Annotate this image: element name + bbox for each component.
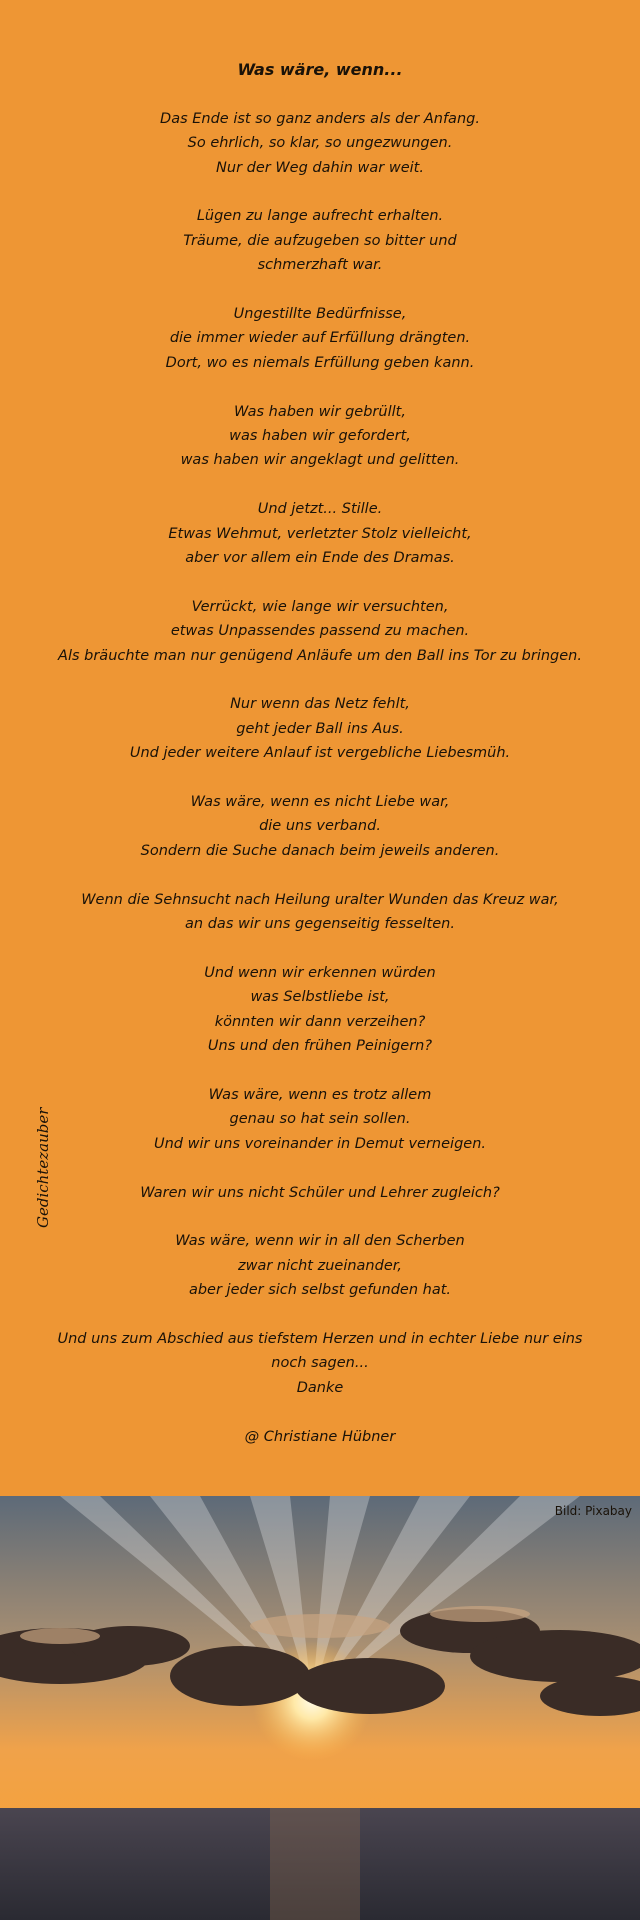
poem-line: aber jeder sich selbst gefunden hat.	[188, 1282, 452, 1299]
poem-line: die immer wieder auf Erfüllung drängten.	[169, 330, 471, 347]
poem-line: Etwas Wehmut, verletzter Stolz vielleicht,	[168, 525, 472, 542]
poem-stanza	[0, 595, 640, 668]
poem-stanza	[0, 107, 640, 180]
sunset-image	[0, 1496, 640, 1920]
photo-credit: Bild: Pixabay	[554, 1504, 632, 1518]
signature-logo	[22, 1090, 56, 1230]
poem-line: Und uns zum Abschied aus tiefstem Herzen und in echter Liebe nur eins	[57, 1330, 583, 1347]
poem-title: Was wäre, wenn...	[237, 60, 403, 79]
poem-line: Verrückt, wie lange wir versuchten,	[191, 598, 449, 615]
poem-line: an das wir uns gegenseitig fesselten.	[185, 916, 455, 933]
poem-line: Das Ende ist so ganz anders als der Anfang.	[160, 110, 480, 127]
poem-line: Waren wir uns nicht Schüler und Lehrer zugleich?	[140, 1184, 500, 1201]
poem-line: Und jeder weitere Anlauf ist vergebliche Liebesmüh.	[129, 745, 511, 762]
poem	[0, 58, 640, 1449]
poem-stanza	[0, 1181, 640, 1205]
poem-stanza	[0, 790, 640, 863]
poem-stanza	[0, 302, 640, 375]
poem-stanza	[0, 1083, 640, 1156]
poem-line: Dort, wo es niemals Erfüllung geben kann.	[165, 354, 475, 371]
poem-stanza	[0, 400, 640, 473]
poem-line: Was haben wir gebrüllt,	[234, 403, 406, 420]
poem-line: was haben wir gefordert,	[229, 428, 411, 445]
poem-line: die uns verband.	[259, 818, 381, 835]
poem-line: genau so hat sein sollen.	[229, 1111, 411, 1128]
poem-line: Nur der Weg dahin war weit.	[216, 159, 424, 176]
poem-stanza	[0, 1229, 640, 1302]
poem-line: Träume, die aufzugeben so bitter und	[183, 232, 457, 249]
poem-stanza	[0, 1327, 640, 1400]
poem-line: Wenn die Sehnsucht nach Heilung uralter Wunden das Kreuz war,	[81, 891, 559, 908]
poem-line: könnten wir dann verzeihen?	[214, 1013, 426, 1030]
poem-author: @ Christiane Hübner	[244, 1428, 396, 1445]
poem-line: etwas Unpassendes passend zu machen.	[170, 623, 470, 640]
poem-line: Nur wenn das Netz fehlt,	[230, 696, 410, 713]
poem-line: Sondern die Suche danach beim jeweils anderen.	[140, 842, 500, 859]
poem-line: was Selbstliebe ist,	[250, 989, 390, 1006]
poem-line: noch sagen...	[271, 1355, 369, 1372]
poem-line: was haben wir angeklagt und gelitten.	[180, 452, 460, 469]
poem-line: aber vor allem ein Ende des Dramas.	[185, 550, 455, 567]
poem-stanza	[0, 888, 640, 937]
poem-stanza	[0, 961, 640, 1059]
poem-line: Was wäre, wenn es nicht Liebe war,	[190, 794, 450, 811]
poem-stanza	[0, 204, 640, 277]
poem-line: Als bräuchte man nur genügend Anläufe um den Ball ins Tor zu bringen.	[58, 647, 582, 664]
poem-line: Uns und den frühen Peinigern?	[207, 1038, 433, 1055]
poem-line: Ungestillte Bedürfnisse,	[233, 306, 407, 323]
poem-line: Danke	[296, 1379, 344, 1396]
poem-line: Und wir uns voreinander in Demut verneigen.	[154, 1135, 486, 1152]
poem-line: Und jetzt... Stille.	[257, 501, 383, 518]
poem-line: Und wenn wir erkennen würden	[204, 964, 436, 981]
poem-stanzas	[0, 107, 640, 1400]
poem-line: Was wäre, wenn wir in all den Scherben	[175, 1233, 465, 1250]
poem-line: Was wäre, wenn es trotz allem	[208, 1086, 432, 1103]
signature-text: Gedichtezauber	[34, 1107, 52, 1228]
poem-line: schmerzhaft war.	[257, 257, 383, 274]
poem-stanza	[0, 692, 640, 765]
poem-line: zwar nicht zueinander,	[238, 1257, 402, 1274]
poem-line: geht jeder Ball ins Aus.	[236, 720, 404, 737]
poem-line: Lügen zu lange aufrecht erhalten.	[196, 208, 444, 225]
sunset-photo	[0, 1496, 640, 1920]
poem-line: So ehrlich, so klar, so ungezwungen.	[187, 135, 453, 152]
poem-stanza	[0, 497, 640, 570]
